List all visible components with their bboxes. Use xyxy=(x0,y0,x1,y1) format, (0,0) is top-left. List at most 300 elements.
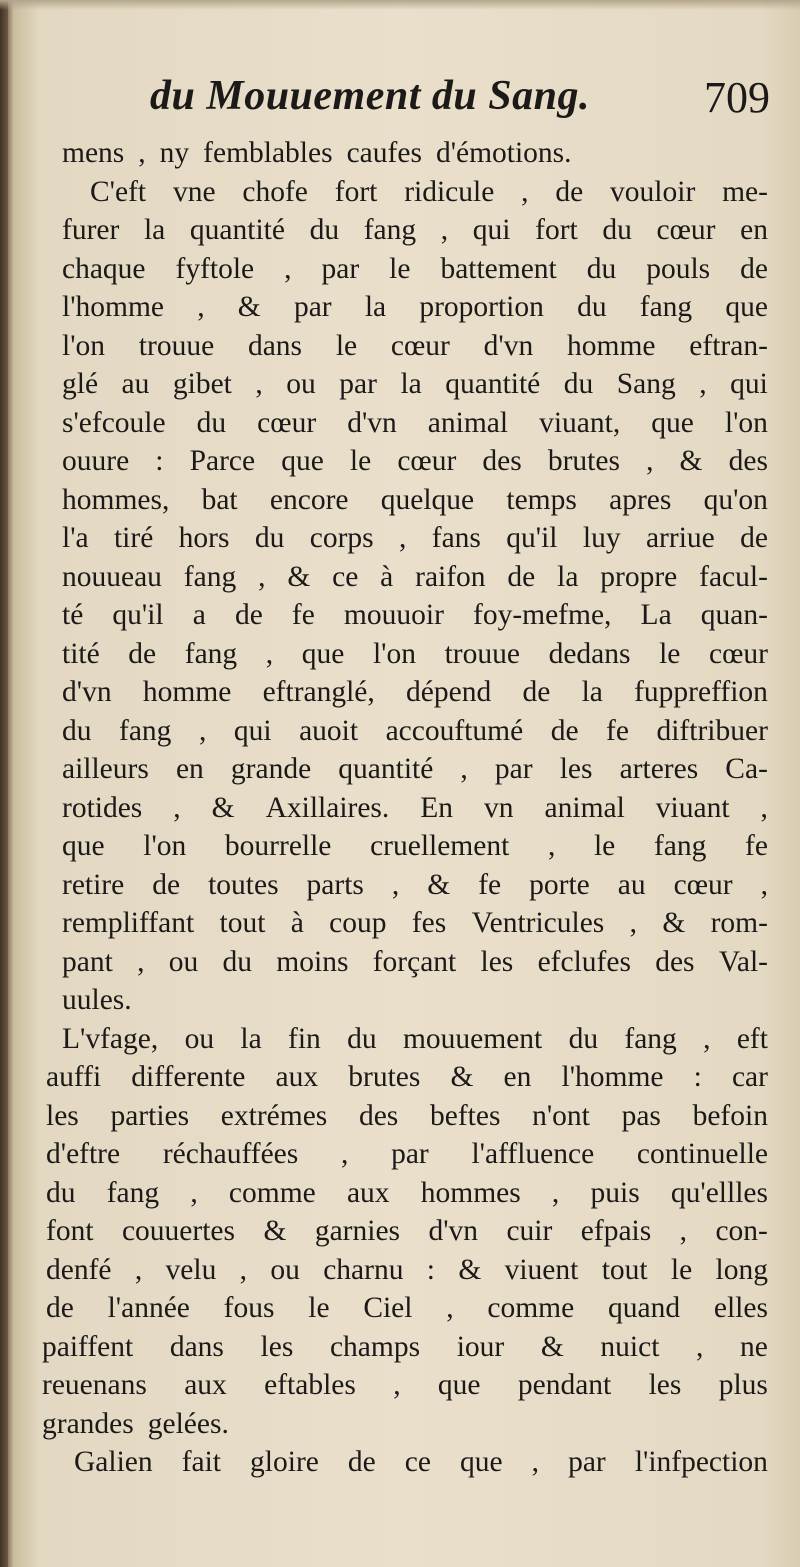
text-word: des xyxy=(655,945,695,978)
text-line xyxy=(42,1289,768,1328)
text-word: à xyxy=(290,907,304,939)
text-word: rotides xyxy=(62,791,143,824)
text-word: du xyxy=(254,522,285,554)
text-word: fait xyxy=(181,1446,221,1478)
text-word: vouloir xyxy=(610,175,696,208)
text-line xyxy=(42,519,768,558)
text-line xyxy=(42,1212,768,1251)
text-word: forçant xyxy=(372,945,457,978)
text-word: n'ont xyxy=(532,1099,590,1132)
text-word: , xyxy=(134,1253,143,1286)
text-word: par xyxy=(293,291,332,323)
text-word: tout xyxy=(601,1253,648,1286)
text-word: té xyxy=(62,599,84,631)
text-line xyxy=(42,173,768,212)
text-word: la xyxy=(143,214,166,246)
text-word: aux xyxy=(346,1176,390,1209)
text-word: raifon xyxy=(415,560,486,593)
text-word: & xyxy=(662,907,686,939)
text-word: d'vn xyxy=(428,1215,479,1247)
text-word: viuant, xyxy=(539,406,621,439)
text-word: rempliffant xyxy=(62,907,195,939)
text-word: au xyxy=(617,868,646,901)
text-line xyxy=(42,442,768,481)
text-word: bourrelle xyxy=(224,830,332,862)
text-word: ce xyxy=(404,1446,431,1478)
text-word: accouftumé xyxy=(385,714,524,747)
text-word: hommes xyxy=(420,1176,521,1209)
text-word: de xyxy=(152,868,181,901)
text-word: grande xyxy=(230,753,312,785)
text-line xyxy=(42,211,768,250)
text-word: , xyxy=(531,1446,540,1478)
text-word: & xyxy=(458,1253,482,1286)
text-word: viuent xyxy=(504,1253,579,1286)
text-word: Parce xyxy=(189,445,256,477)
text-word: , xyxy=(340,1138,349,1170)
text-word: ridicule xyxy=(404,175,495,208)
text-word: puis xyxy=(590,1176,640,1209)
text-word: plus xyxy=(718,1369,768,1401)
text-word: pant xyxy=(62,945,113,978)
text-word: mouuoir xyxy=(343,599,444,631)
text-word: , xyxy=(703,1022,711,1055)
text-word: fang xyxy=(183,560,237,593)
text-word: ce xyxy=(332,560,359,593)
text-word: befoin xyxy=(692,1099,768,1132)
text-word: corps xyxy=(309,522,374,554)
text-word: cœur xyxy=(257,406,317,439)
text-word: le xyxy=(335,329,358,362)
text-word: fe xyxy=(291,599,315,631)
text-word: parties xyxy=(110,1099,190,1132)
page-top-edge xyxy=(0,0,800,10)
text-word: tité xyxy=(62,637,100,670)
text-word: , xyxy=(699,368,707,400)
text-word: differente xyxy=(131,1061,246,1093)
text-word: denfé xyxy=(46,1253,112,1286)
text-word: parts xyxy=(306,868,364,901)
text-word: quantité xyxy=(445,368,541,400)
text-word: , xyxy=(258,560,266,593)
text-word: homme xyxy=(142,676,232,708)
text-word: chofe xyxy=(242,175,308,208)
text-line xyxy=(42,327,768,366)
text-word: la xyxy=(557,560,579,593)
text-line xyxy=(42,1328,768,1367)
text-line xyxy=(42,1058,768,1097)
text-word: le xyxy=(349,445,372,477)
text-word: auffi xyxy=(46,1061,102,1093)
text-word: gibet xyxy=(172,368,232,400)
text-word: , xyxy=(521,175,529,208)
text-word: fang xyxy=(624,1022,677,1055)
text-word: car xyxy=(731,1061,768,1093)
text-word: l'homme xyxy=(561,1061,664,1093)
text-word: quantité xyxy=(189,214,285,246)
book-spine-shadow xyxy=(0,0,8,1567)
text-word: par xyxy=(321,252,360,285)
text-word: de xyxy=(550,714,579,747)
text-word: , xyxy=(138,137,146,169)
text-word: par xyxy=(339,368,377,400)
text-word: quan- xyxy=(700,599,768,631)
text-word: diftribuer xyxy=(656,714,768,747)
text-word: , xyxy=(265,637,274,670)
text-line xyxy=(42,1135,768,1174)
text-word: , xyxy=(446,1292,454,1324)
text-word: fes xyxy=(411,907,447,939)
text-word: extrémes xyxy=(220,1099,328,1132)
text-line xyxy=(42,1251,768,1290)
text-word: fang xyxy=(653,830,707,862)
text-word: , xyxy=(440,214,449,246)
text-word: en xyxy=(740,214,768,246)
text-word: le xyxy=(593,830,616,862)
text-word: , xyxy=(760,791,768,824)
text-word: continuelle xyxy=(636,1138,768,1170)
text-word: , xyxy=(391,868,400,901)
text-word: par xyxy=(494,753,533,785)
text-word: quelque xyxy=(380,483,475,516)
text-word: des xyxy=(728,445,768,477)
text-word: le xyxy=(308,1292,330,1324)
text-word: , xyxy=(547,830,556,862)
text-word: , xyxy=(197,291,205,323)
text-word: quantité xyxy=(338,753,434,785)
text-word: arriue xyxy=(645,522,715,554)
text-word: garnies xyxy=(314,1215,401,1247)
text-word: du xyxy=(568,1022,599,1055)
text-word: La xyxy=(640,599,672,631)
text-line xyxy=(42,596,768,635)
text-line xyxy=(42,712,768,751)
text-word: que xyxy=(62,830,105,862)
text-word: la xyxy=(581,676,603,708)
text-word: animal xyxy=(427,406,509,439)
text-word: en xyxy=(503,1061,532,1093)
text-word: Axillaires. xyxy=(265,791,390,824)
text-word: grandes xyxy=(42,1407,134,1440)
text-word: Ca- xyxy=(725,753,768,785)
text-word: que xyxy=(460,1446,503,1478)
text-word: cœur xyxy=(397,445,457,477)
text-word: proportion xyxy=(419,291,544,323)
text-word: homme xyxy=(567,329,656,362)
text-word: , xyxy=(399,522,407,554)
text-word: En xyxy=(420,791,454,824)
text-word: reuenans xyxy=(42,1369,147,1401)
text-word: de xyxy=(347,1446,376,1478)
text-word: caufes xyxy=(346,137,422,169)
text-word: que xyxy=(725,291,768,323)
text-word: luy xyxy=(582,522,621,554)
text-word: fang xyxy=(639,291,693,323)
text-word: pendant xyxy=(517,1369,612,1401)
text-word: eft xyxy=(736,1022,768,1055)
text-word: , xyxy=(190,1176,198,1209)
text-word: Val- xyxy=(718,945,768,978)
text-word: , xyxy=(460,753,468,785)
text-word: , xyxy=(646,445,654,477)
text-word: trouue xyxy=(444,637,520,670)
text-word: cœur xyxy=(656,214,716,246)
text-word: ailleurs xyxy=(62,753,149,785)
text-line xyxy=(42,1366,768,1405)
text-line xyxy=(42,827,768,866)
text-word: du xyxy=(577,291,607,323)
text-word: qu'il xyxy=(112,599,164,631)
text-line xyxy=(42,558,768,597)
text-word: animal xyxy=(544,791,625,824)
text-word: efpais xyxy=(580,1215,652,1247)
text-word: que xyxy=(301,637,345,670)
text-word: charnu xyxy=(323,1253,404,1286)
text-word: cœur xyxy=(390,329,450,362)
text-word: les xyxy=(260,1330,294,1363)
text-line xyxy=(42,635,768,674)
text-word: comme xyxy=(228,1176,316,1209)
text-word: des xyxy=(358,1099,399,1132)
text-word: du xyxy=(347,1022,377,1055)
text-line xyxy=(42,750,768,789)
text-word: le xyxy=(670,1253,693,1286)
text-word: efclufes xyxy=(537,945,631,978)
text-word: d'vn xyxy=(62,676,112,708)
text-word: ne xyxy=(740,1330,768,1363)
text-word: brutes xyxy=(348,1061,421,1093)
text-word: me- xyxy=(722,175,768,208)
text-word: de xyxy=(234,599,263,631)
text-word: pouls xyxy=(646,252,711,285)
text-word: Galien xyxy=(74,1446,153,1478)
text-line xyxy=(42,404,768,443)
text-word: en xyxy=(175,753,204,785)
text-word: trouue xyxy=(138,329,215,362)
text-word: la xyxy=(364,291,387,323)
text-word: qu'il xyxy=(506,522,558,554)
text-word: L'vfage, xyxy=(62,1022,159,1055)
text-word: eftranglé, xyxy=(262,676,375,708)
text-word: la xyxy=(240,1022,262,1055)
text-word: , xyxy=(137,945,145,978)
text-word: fang xyxy=(184,637,238,670)
text-word: auoit xyxy=(299,714,359,747)
text-word: , xyxy=(255,368,263,400)
text-word: & xyxy=(679,445,703,477)
text-word: battement xyxy=(440,252,557,285)
text-word: ouure xyxy=(62,445,130,477)
text-line xyxy=(42,250,768,289)
text-word: fyftole xyxy=(175,252,255,285)
text-word: les xyxy=(559,753,593,785)
text-word: du xyxy=(309,214,340,246)
text-word: qui xyxy=(233,714,272,747)
text-word: , xyxy=(551,1176,560,1209)
text-line xyxy=(42,481,768,520)
text-word: par xyxy=(391,1138,429,1170)
text-line xyxy=(42,789,768,828)
text-word: comme xyxy=(487,1292,575,1324)
text-word: champs xyxy=(329,1330,421,1363)
text-word: , xyxy=(629,907,637,939)
text-word: de xyxy=(522,676,551,708)
text-line xyxy=(42,1020,768,1059)
text-word: de xyxy=(740,522,768,554)
text-word: d'vn xyxy=(483,329,534,362)
text-word: cœur xyxy=(673,868,733,901)
text-word: les xyxy=(46,1099,79,1132)
text-word: fe xyxy=(745,830,768,862)
text-word: uules. xyxy=(62,984,132,1016)
text-word: fe xyxy=(478,868,502,901)
page-header xyxy=(150,68,770,132)
text-word: propre xyxy=(600,560,678,593)
text-word: ou xyxy=(286,368,316,400)
text-word: réchauffées xyxy=(162,1138,299,1170)
text-word: & xyxy=(287,560,311,593)
text-word: du xyxy=(563,368,594,400)
text-line xyxy=(42,981,768,1020)
text-word: l'infpection xyxy=(634,1446,768,1478)
text-word: que xyxy=(651,406,694,439)
text-line xyxy=(42,1405,768,1444)
text-word: , xyxy=(760,868,768,901)
text-word: dedans xyxy=(548,637,631,670)
text-word: & xyxy=(427,868,451,901)
text-word: brutes xyxy=(547,445,620,477)
text-word: long xyxy=(715,1253,768,1286)
text-word: & xyxy=(263,1215,287,1247)
text-word: moins xyxy=(276,945,349,978)
text-word: d'eftre xyxy=(46,1138,121,1170)
text-word: des xyxy=(482,445,522,477)
text-word: con- xyxy=(715,1215,768,1247)
text-word: : xyxy=(155,445,164,477)
text-word: , xyxy=(696,1330,704,1363)
text-word: fort xyxy=(535,214,578,246)
text-word: l'on xyxy=(372,637,416,670)
text-word: l'a xyxy=(62,522,89,554)
text-word: mouuement xyxy=(402,1022,543,1055)
text-word: fang xyxy=(106,1176,160,1209)
text-word: nuict xyxy=(600,1330,660,1363)
text-line xyxy=(42,365,768,404)
text-word: de xyxy=(507,560,536,593)
text-word: l'on xyxy=(143,830,187,862)
text-word: apres xyxy=(609,483,672,516)
text-line xyxy=(42,1174,768,1213)
text-word: ny xyxy=(159,137,190,169)
text-line xyxy=(42,134,768,173)
text-word: & xyxy=(237,291,261,323)
text-word: ou xyxy=(184,1022,215,1055)
running-head: du Mouuement du Sang. xyxy=(150,73,590,119)
text-word: toutes xyxy=(208,868,279,901)
text-word: mens xyxy=(62,137,125,169)
text-word: à xyxy=(380,560,394,593)
text-word: l'affluence xyxy=(471,1138,595,1170)
text-word: du xyxy=(222,945,253,978)
text-word: au xyxy=(121,368,150,400)
text-word: les xyxy=(648,1369,682,1401)
text-word: l'année xyxy=(107,1292,190,1324)
text-word: qu'on xyxy=(703,483,768,516)
text-word: & xyxy=(450,1061,474,1093)
text-word: fort xyxy=(334,175,378,208)
text-word: , xyxy=(239,1253,248,1286)
text-word: que xyxy=(437,1369,481,1401)
text-word: d'vn xyxy=(347,406,397,439)
text-word: & xyxy=(211,791,235,824)
text-line xyxy=(42,943,768,982)
text-line xyxy=(42,673,768,712)
text-word: les xyxy=(480,945,514,978)
text-word: s'efcoule xyxy=(62,406,166,439)
text-line xyxy=(42,866,768,905)
text-word: eftables xyxy=(264,1369,356,1401)
text-word: elles xyxy=(713,1292,768,1324)
text-word: dépend xyxy=(406,676,492,708)
text-word: : xyxy=(693,1061,702,1093)
text-word: Ventricules xyxy=(471,907,605,939)
text-word: hommes, xyxy=(62,483,170,516)
text-word: aux xyxy=(184,1369,227,1401)
text-word: le xyxy=(389,252,411,285)
text-word: le xyxy=(659,637,681,670)
text-word: chaque xyxy=(62,252,146,285)
text-word: de xyxy=(740,252,768,285)
text-word: , xyxy=(198,714,207,747)
text-word: qui xyxy=(730,368,768,400)
text-word: fe xyxy=(606,714,629,747)
text-word: fang xyxy=(119,714,172,747)
text-line xyxy=(42,1097,768,1136)
text-word: du xyxy=(602,214,632,246)
text-word: que xyxy=(281,445,324,477)
text-word: femblables xyxy=(203,137,333,169)
text-word: , xyxy=(173,791,181,824)
text-word: glé xyxy=(62,368,99,400)
text-word: tout xyxy=(219,907,266,939)
text-word: eftran- xyxy=(689,329,768,362)
text-word: l'on xyxy=(724,406,768,439)
text-word: fang xyxy=(363,214,417,246)
text-word: de xyxy=(128,637,157,670)
text-word: & xyxy=(540,1330,564,1363)
text-word: l'homme xyxy=(62,291,164,323)
text-word: encore xyxy=(269,483,349,516)
text-word: du xyxy=(196,406,227,439)
text-word: : xyxy=(426,1253,435,1286)
text-word: qui xyxy=(472,214,511,246)
text-word: C'eft xyxy=(90,175,147,208)
text-word: du xyxy=(46,1176,76,1209)
text-word: viuant xyxy=(655,791,730,824)
text-word: furer xyxy=(62,214,120,246)
text-word: ou xyxy=(270,1253,300,1286)
text-word: fuppreffion xyxy=(634,676,768,708)
text-word: hors xyxy=(178,522,230,554)
text-word: quand xyxy=(608,1292,681,1324)
text-line xyxy=(42,1443,768,1482)
text-word: de xyxy=(555,175,584,208)
text-word: nouueau xyxy=(62,560,162,593)
text-word: cruellement xyxy=(370,830,510,862)
text-word: , xyxy=(284,252,292,285)
text-word: fans xyxy=(431,522,481,554)
text-word: gelées. xyxy=(147,1407,229,1440)
